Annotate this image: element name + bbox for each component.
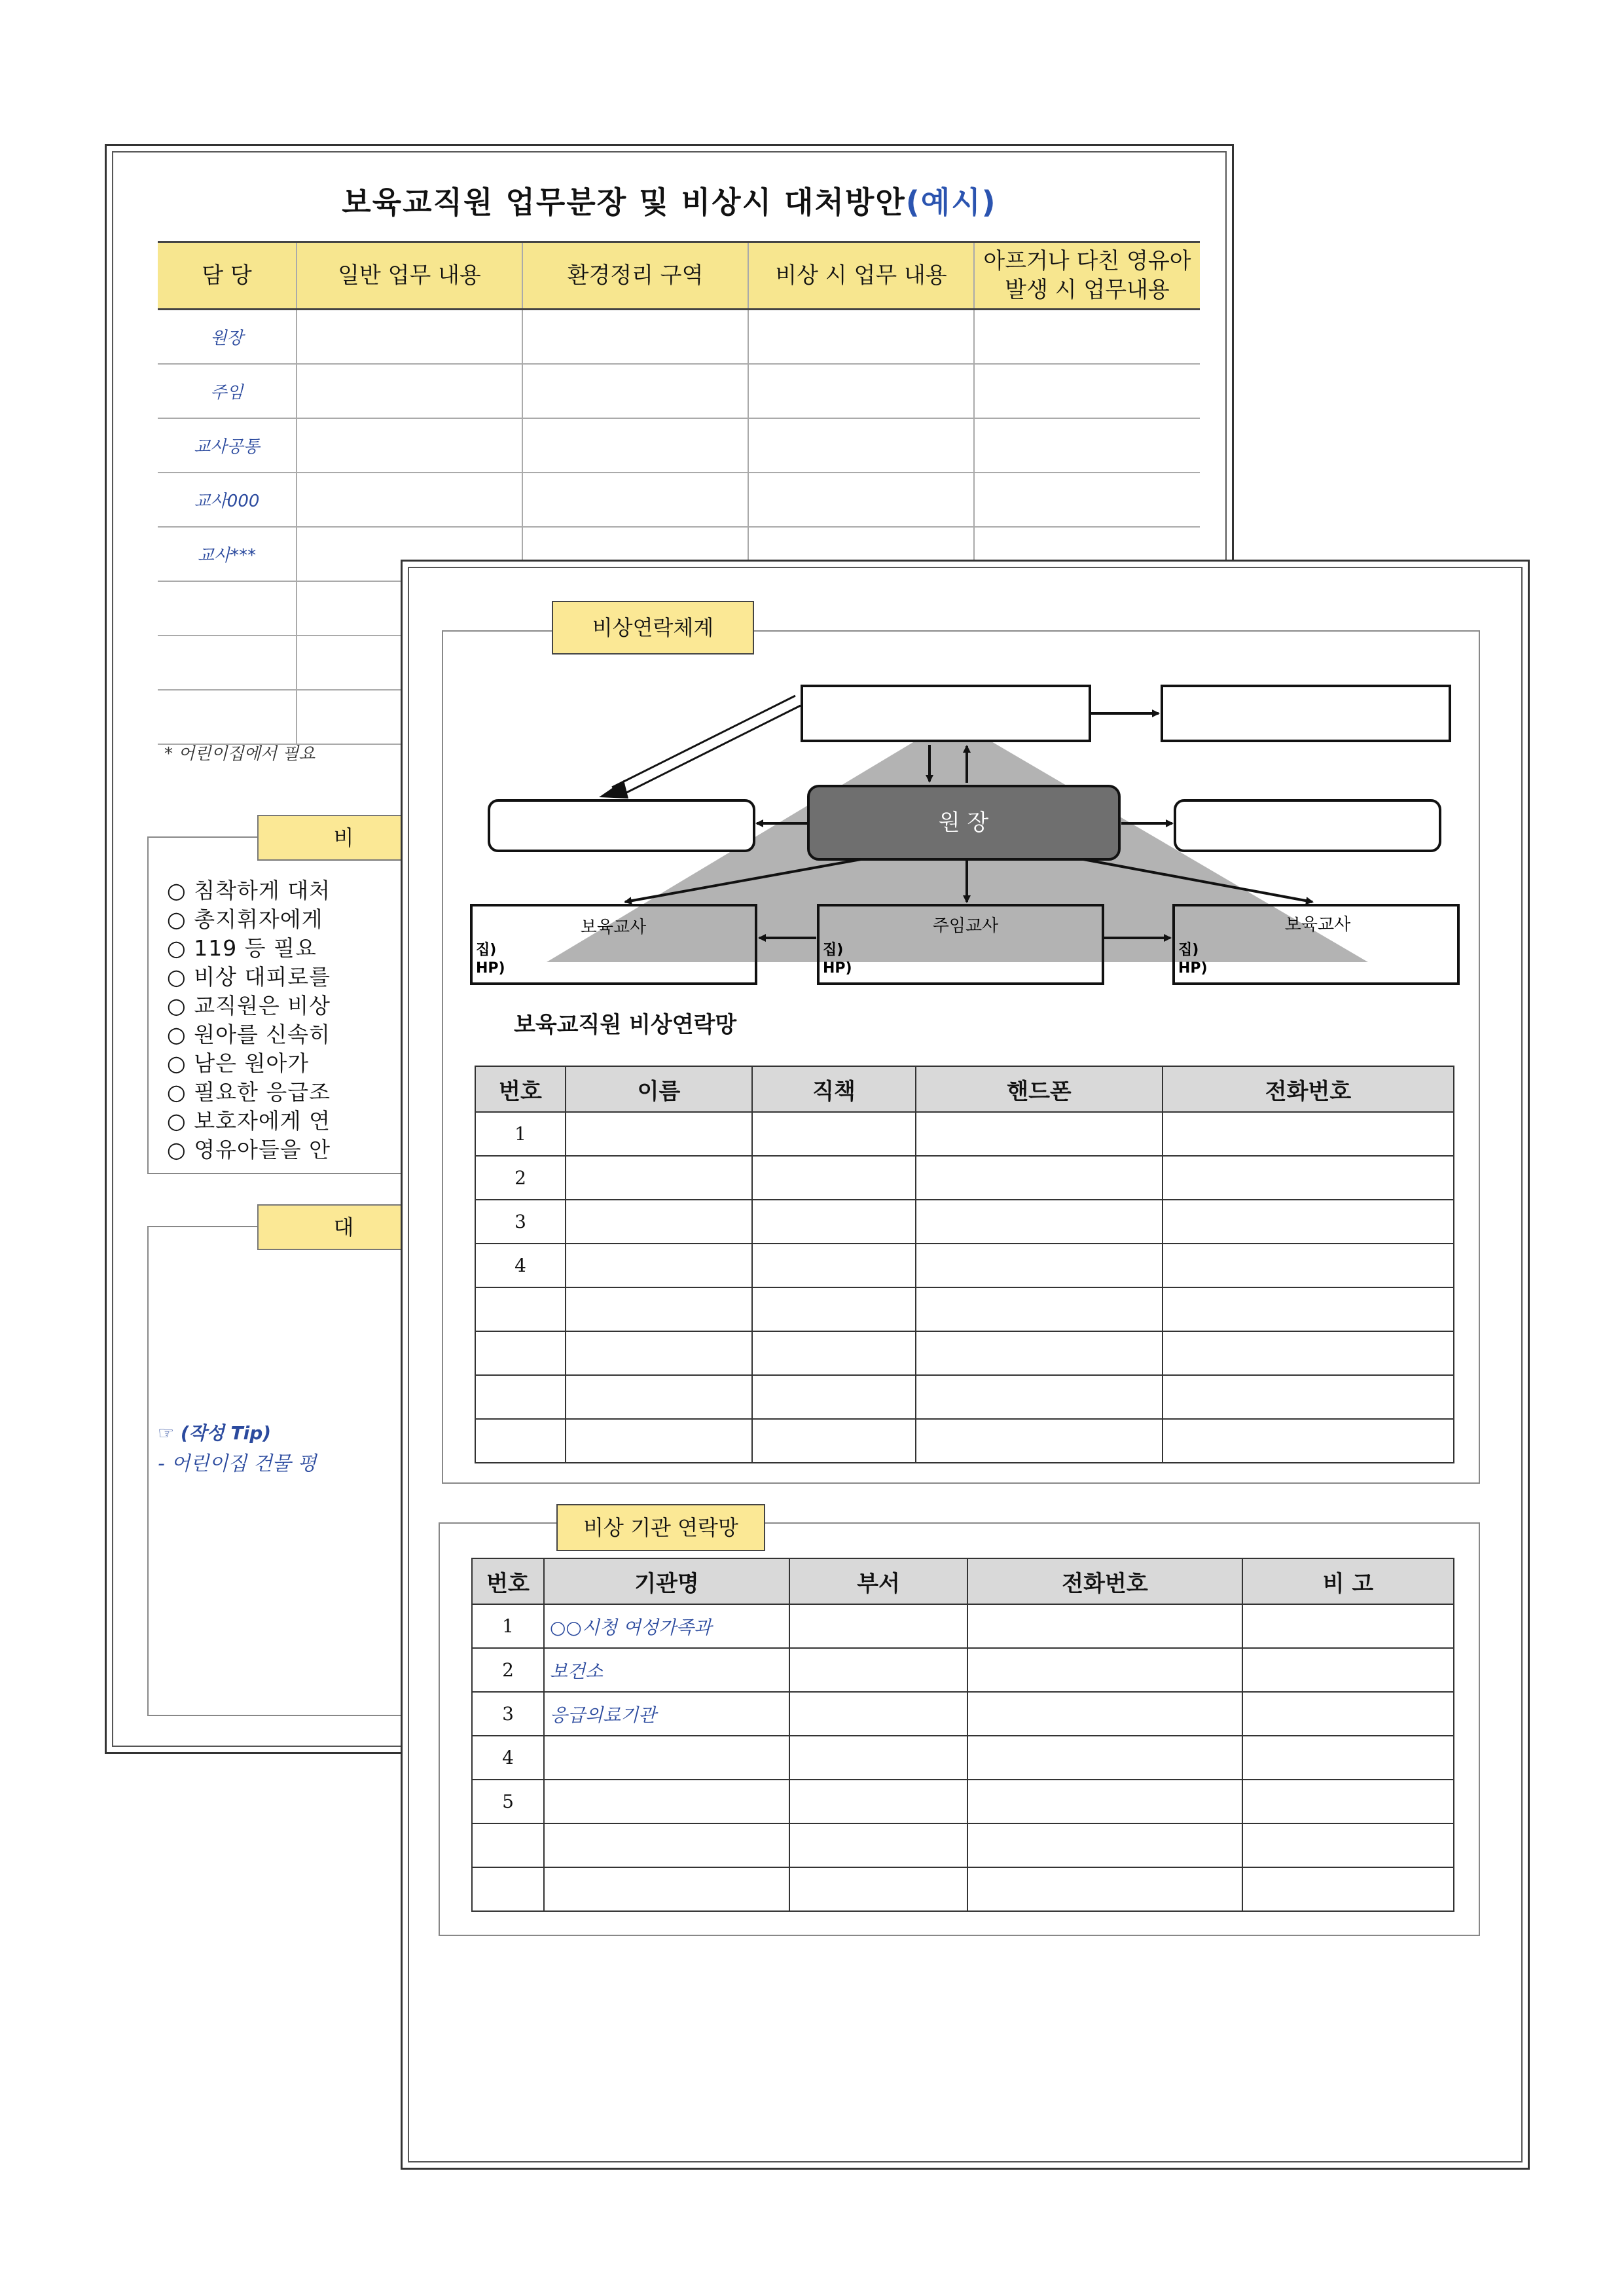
list-item: ○ 영유아들을 안	[167, 1137, 331, 1162]
teacher-right-label: 보육교사	[1284, 915, 1351, 935]
staff-contact-table	[475, 1066, 1454, 1463]
table-row	[158, 310, 1200, 365]
agency-contact-table	[471, 1558, 1454, 1912]
mid-left-box	[489, 800, 754, 851]
table-row	[475, 1156, 1454, 1200]
header-cell: 환경정리 구역	[522, 242, 748, 310]
header-cell: 부서	[789, 1558, 967, 1604]
hp-label: HP)	[1178, 960, 1208, 977]
hp-label: HP)	[476, 960, 505, 977]
list-item: ○ 교직원은 비상	[167, 993, 331, 1018]
agency-name: 보건소	[544, 1648, 789, 1692]
row-number: 4	[475, 1244, 566, 1287]
list-item: ○ 총지휘자에게	[167, 906, 323, 932]
row-number: 1	[472, 1604, 544, 1648]
agency-name	[544, 1736, 789, 1780]
agency-name	[544, 1867, 789, 1911]
section-tab: 대	[257, 1204, 430, 1250]
row-number	[472, 1867, 544, 1911]
title-example-tag: (예시)	[905, 185, 997, 220]
table-row	[472, 1692, 1454, 1736]
table-row	[475, 1419, 1454, 1463]
table-row	[475, 1331, 1454, 1375]
role-cell	[158, 636, 297, 690]
role-cell	[158, 690, 297, 744]
list-item: ○ 119 등 필요	[167, 935, 317, 961]
table-row	[158, 418, 1200, 473]
table-row	[472, 1780, 1454, 1823]
table-row	[472, 1736, 1454, 1780]
row-number: 5	[472, 1780, 544, 1823]
row-number	[472, 1823, 544, 1867]
home-label: 집)	[823, 942, 844, 958]
tip-line: - 어린이집 건물 평	[158, 1452, 317, 1475]
header-cell: 아프거나 다친 영유아 발생 시 업무내용	[974, 242, 1200, 310]
director-label: 원 장	[938, 810, 989, 836]
list-item: ○ 남은 원아가	[167, 1050, 310, 1076]
row-number: 3	[472, 1692, 544, 1736]
tip-label: ☞ (작성 Tip)	[158, 1422, 272, 1444]
row-number: 4	[472, 1736, 544, 1780]
double-arrow-head	[599, 780, 628, 798]
table-row	[158, 473, 1200, 527]
header-cell: 번호	[472, 1558, 544, 1604]
header-cell: 핸드폰	[916, 1066, 1163, 1112]
list-item: ○ 원아를 신속히	[167, 1022, 331, 1047]
role-cell: 원장	[158, 310, 297, 365]
top-box	[802, 686, 1090, 741]
row-number	[475, 1287, 566, 1331]
list-item: ○ 보호자에게 연	[167, 1108, 331, 1134]
table-row	[472, 1823, 1454, 1867]
emergency-contact-page	[401, 560, 1530, 2170]
role-cell: 주임	[158, 364, 297, 418]
list-item: ○ 침착하게 대처	[167, 878, 331, 903]
table-row	[475, 1244, 1454, 1287]
double-arrow-line	[612, 696, 795, 787]
table-row	[472, 1604, 1454, 1648]
teacher-left-label: 보육교사	[580, 918, 647, 937]
role-cell: 교사***	[158, 527, 297, 581]
table-row	[472, 1648, 1454, 1692]
double-arrow-line	[620, 706, 801, 796]
table-row	[475, 1287, 1454, 1331]
table-row	[475, 1375, 1454, 1419]
header-cell: 일반 업무 내용	[297, 242, 522, 310]
page-title: 보육교직원 업무분장 및 비상시 대처방안(예시)	[342, 185, 997, 220]
role-cell: 교사000	[158, 473, 297, 527]
row-number	[475, 1419, 566, 1463]
header-cell: 전화번호	[1163, 1066, 1454, 1112]
footnote: * 어린이집에서 필요	[164, 744, 316, 764]
hp-label: HP)	[823, 960, 852, 977]
guideline-list	[167, 876, 331, 1164]
row-number	[475, 1331, 566, 1375]
agency-name	[544, 1780, 789, 1823]
role-cell: 교사공통	[158, 418, 297, 473]
header-cell: 번호	[475, 1066, 566, 1112]
header-cell: 기관명	[544, 1558, 789, 1604]
top-right-box	[1162, 686, 1450, 741]
mid-right-box	[1175, 800, 1440, 851]
header-cell: 비상 시 업무 내용	[748, 242, 974, 310]
list-item: ○ 필요한 응급조	[167, 1079, 331, 1105]
row-number: 3	[475, 1200, 566, 1244]
list-item: ○ 비상 대피로를	[167, 964, 331, 990]
table-row	[475, 1200, 1454, 1244]
row-number: 1	[475, 1112, 566, 1156]
header-cell: 직책	[752, 1066, 916, 1112]
row-number	[475, 1375, 566, 1419]
agency-name	[544, 1823, 789, 1867]
home-label: 집)	[476, 942, 497, 958]
staff-contact-title: 보육교직원 비상연락망	[514, 1012, 737, 1038]
contact-system-tab: 비상연락체계	[552, 601, 754, 655]
home-label: 집)	[1178, 942, 1199, 958]
agency-name: 응급의료기관	[544, 1692, 789, 1736]
header-cell: 담 당	[158, 242, 297, 310]
table-row	[475, 1112, 1454, 1156]
table-row	[472, 1867, 1454, 1911]
header-cell: 이름	[566, 1066, 752, 1112]
agency-name: ○○시청 여성가족과	[544, 1604, 789, 1648]
agency-contact-tab: 비상 기관 연락망	[556, 1504, 765, 1551]
header-cell: 전화번호	[967, 1558, 1242, 1604]
section-tab: 비	[257, 815, 430, 861]
role-cell	[158, 581, 297, 636]
row-number: 2	[475, 1156, 566, 1200]
header-cell: 비 고	[1242, 1558, 1454, 1604]
table-row	[158, 364, 1200, 418]
teacher-center-label: 주임교사	[932, 916, 999, 936]
row-number: 2	[472, 1648, 544, 1692]
